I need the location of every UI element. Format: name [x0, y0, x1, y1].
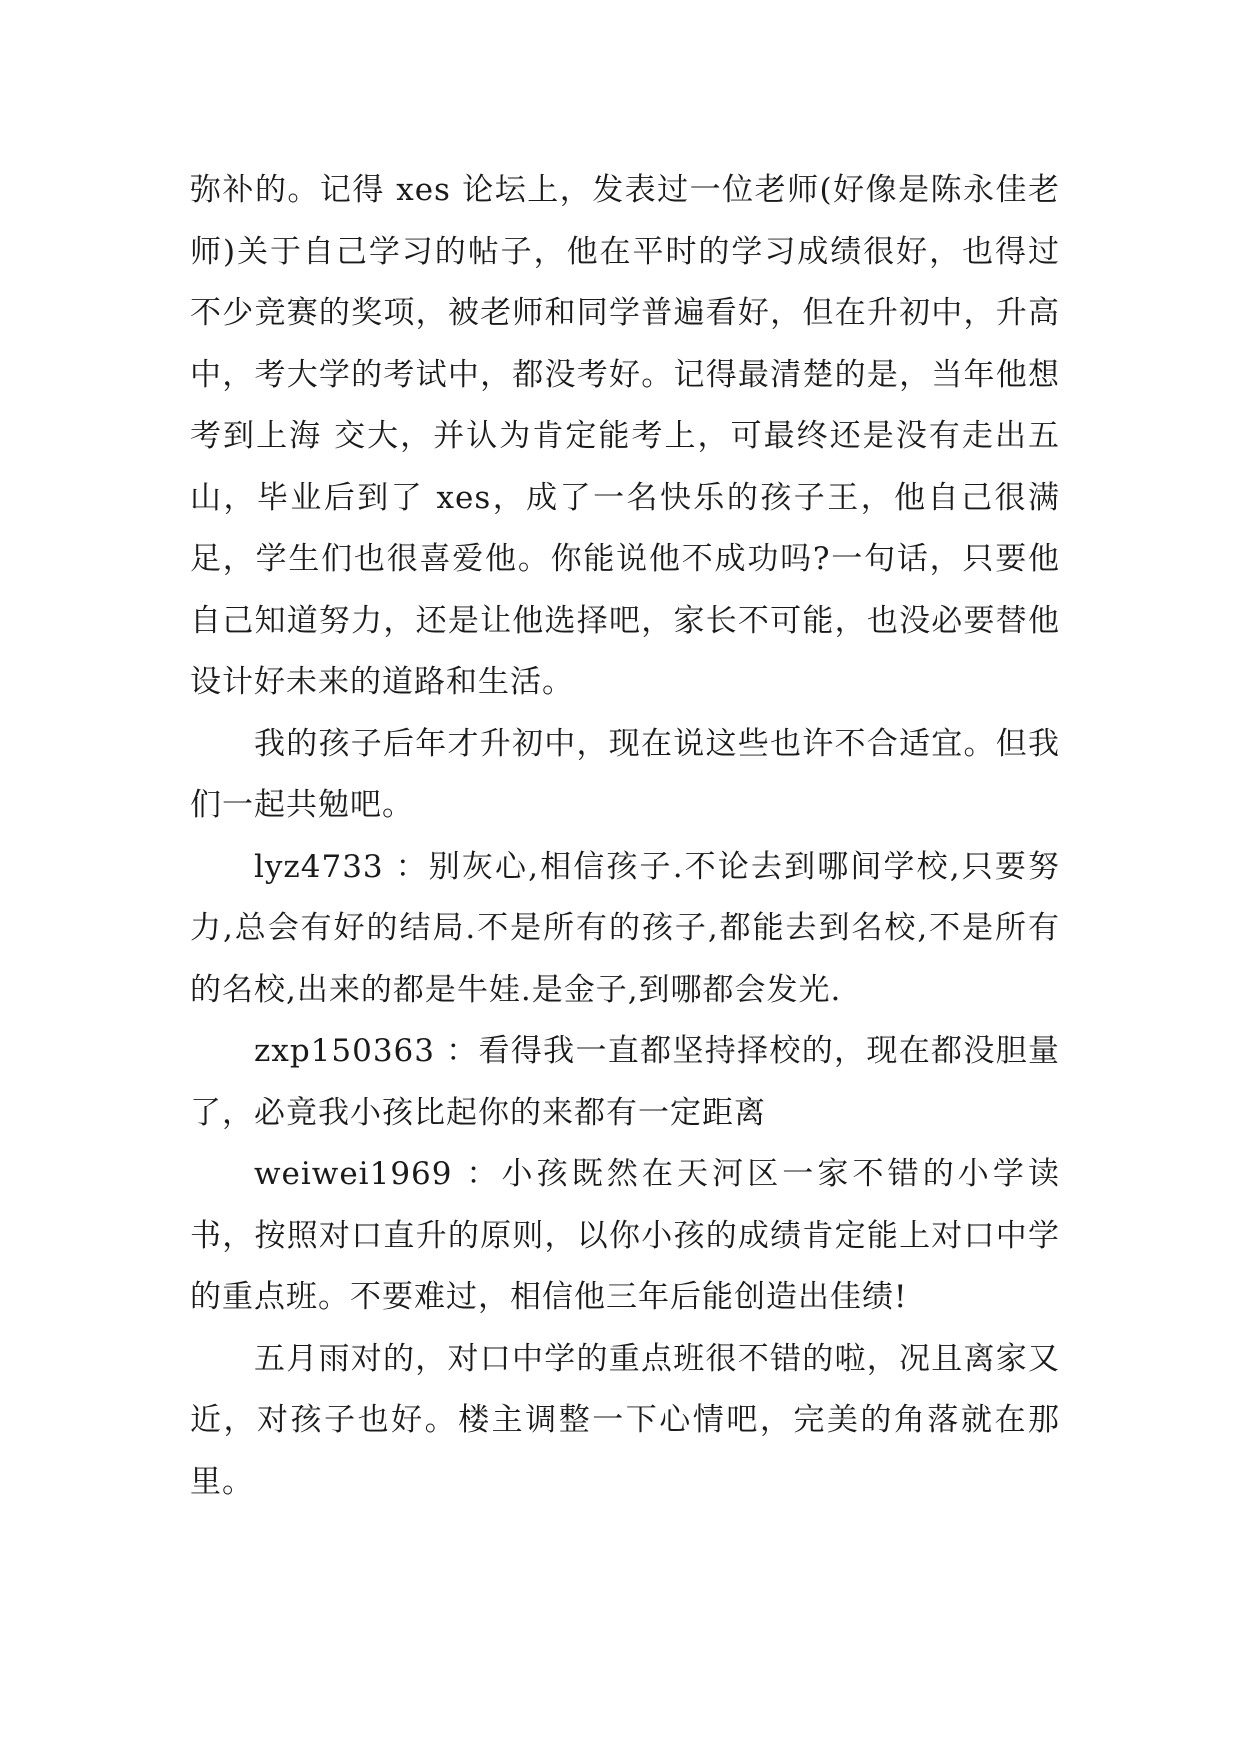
paragraph-reply-lyz4733: lyz4733 ：别灰心,相信孩子.不论去到哪间学校,只要努力,总会有好的结局.不是所有的孩子,都能去到名校,不是所有的名校,出来的都是牛娃.是金子,到哪都会发光.	[190, 848, 1060, 1008]
paragraph-continuation: 弥补的。记得 xes 论坛上，发表过一位老师(好像是陈永佳老师)关于自己学习的帖子，他在平时的学习成绩很好，也得过不少竞赛的奖项，被老师和同学普遍看好，但在升初中，升高中，考大学的考试中，都没考好。记得最清楚的是，当年他想考到上海 交大，并认为肯定能考上，可最终还是没有走出五山，毕业后到了 xes，成了一名快乐的孩子王，他自己很满足，学生们也很喜爱他。你能说他不成功吗?一句话，只要他自己知道努力，还是让他选择吧，家长不可能，也没必要替他设计好未来的道路和生活。	[190, 172, 1060, 700]
paragraph-reply-weiwei1969: weiwei1969 ：小孩既然在天河区一家不错的小学读书，按照对口直升的原则，以你小孩的成绩肯定能上对口中学的重点班。不要难过，相信他三年后能创造出佳绩!	[190, 1156, 1060, 1315]
document-body	[190, 160, 1060, 1513]
paragraph-reply-wuyueyu: 五月雨对的，对口中学的重点班很不错的啦，况且离家又近，对孩子也好。楼主调整一下心情吧，完美的角落就在那里。	[190, 1340, 1060, 1500]
paragraph-reply-zxp150363: zxp150363 ：看得我一直都坚持择校的，现在都没胆量了，必竟我小孩比起你的来都有一定距离	[190, 1033, 1060, 1131]
paragraph-author-note: 我的孩子后年才升初中，现在说这些也许不合适宜。但我们一起共勉吧。	[190, 725, 1060, 823]
